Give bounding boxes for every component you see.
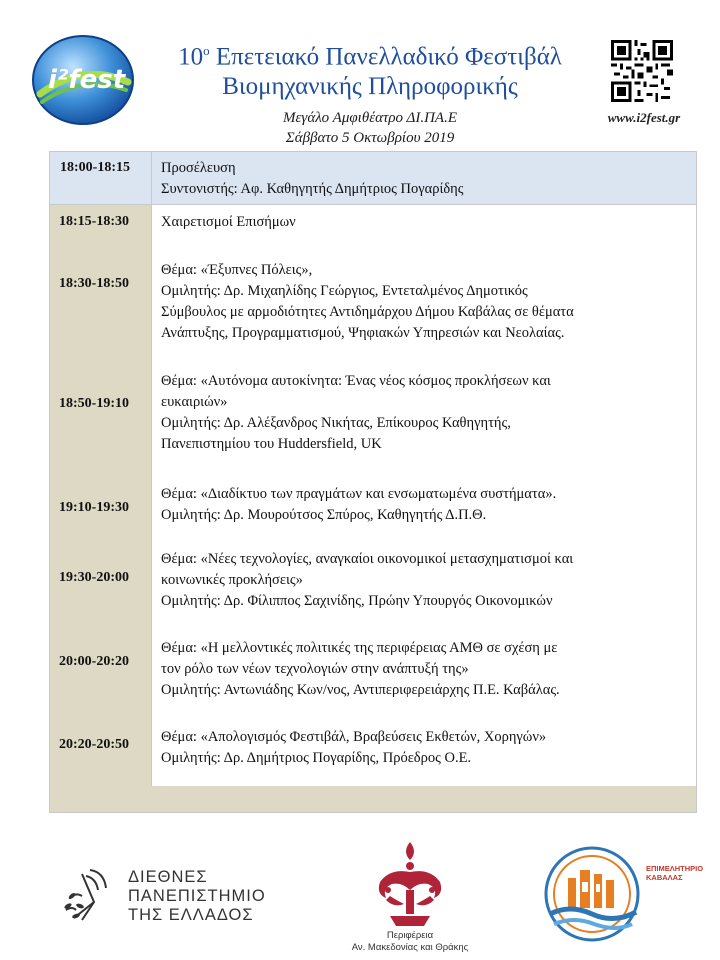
slot-line: Θέμα: «Έξυπνες Πόλεις», [161,262,313,278]
arrival-row [50,152,696,204]
ihu-line: ΔΙΕΘΝΕΣ [128,868,208,886]
ihu-line: ΠΑΝΕΠΙΣΤΗΜΙΟ [128,887,266,905]
slot-line: Χαιρετισμοί Επισήμων [161,214,296,230]
slot-line: Ομιλητής: Δρ. Μιχαηλίδης Γεώργιος, Εντεταλμένος Δημοτικός [161,283,528,299]
table-footer-row [50,786,696,812]
chamber-line: ΚΑΒΑΛΑΣ [646,873,683,882]
title-number: 10 [178,43,204,71]
ihu-name [128,868,266,925]
schedule-table [49,151,697,813]
logo-text: i²fest [48,65,126,95]
slot-time: 18:50-19:10 [59,396,129,411]
arrival-text [161,158,464,200]
slot-line: Ομιλητής: Δρ. Αλέξανδρος Νικήτας, Επίκουρος Καθηγητής, [161,415,511,431]
event-date: Σάββατο 5 Οκτωβρίου 2019 [285,130,455,147]
slot-details [161,484,691,526]
title-text: Επετειακό Πανελλαδικό Φεστιβάλ [209,43,562,71]
qr-code-icon [611,40,673,102]
region-line: Αν. Μακεδονίας και Θράκης [351,942,469,953]
slot-line: Ομιλητής: Δρ. Δημήτριος Πογαρίδης, Πρόεδρος Ο.Ε. [161,750,472,766]
slot-details [161,212,691,233]
column-divider [151,152,152,204]
region-emblem-icon [330,838,490,930]
slot-line: Ομιλητής: Δρ. Μουρούτσος Σπύρος, Καθηγητής Δ.Π.Θ. [161,507,487,523]
slot-line: Ανάπτυξης, Προγραμματισμού, Ψηφιακών Υπηρεσιών και Νεολαίας. [161,325,565,341]
region-logo [330,838,490,960]
slot-time: 18:30-18:50 [59,276,129,291]
page-title [140,36,600,72]
ihu-line: ΤΗΣ ΕΛΛΑΔΟΣ [128,906,254,924]
slot-line: Θέμα: «Απολογισμός Φεστιβάλ, Βραβεύσεις Εκθετών, Χορηγών» [161,729,547,745]
slot-line: ευκαιριών» [161,394,228,410]
slot-line: Θέμα: «Νέες τεχνολογίες, αναγκαίοι οικονομικοί μετασχηματισμοί και [161,551,574,567]
slot-line: Θέμα: «Διαδίκτυο των πραγμάτων και ενσωματωμένα συστήματα». [161,486,557,502]
slot-line: Θέμα: «Η μελλοντικές πολιτικές της περιφέρειας ΑΜΘ σε σχέση με [161,640,558,656]
slot-line: κοινωνικές προκλήσεις» [161,572,303,588]
slot-details [161,549,691,612]
chamber-emblem-icon [540,838,650,948]
slot-details [161,260,691,344]
venue: Μεγάλο Αμφιθέατρο ΔΙ.ΠΑ.Ε [283,110,457,127]
slot-line: Θέμα: «Αυτόνομα αυτοκίνητα: Ένας νέος κόσμος προκλήσεων και [161,373,551,389]
slot-line: Πανεπιστημίου του Huddersfield, UK [161,436,382,452]
chamber-line: ΕΠΙΜΕΛΗΤΗΡΙΟ [646,864,704,873]
region-line: Περιφέρεια [386,930,434,941]
chamber-caption [646,864,706,882]
slot-line: τον ρόλο των νέων τεχνολογιών στην ανάπτυξή της» [161,661,469,677]
arrival-coordinator: Συντονιστής: Αφ. Καθηγητής Δημήτριος Πογαρίδης [161,181,464,197]
ihu-emblem-icon [60,862,124,932]
page-subtitle: Βιομηχανικής Πληροφορικής [222,73,518,101]
slot-details [161,371,691,455]
title-superscript: ο [203,43,210,58]
slot-details [161,727,691,769]
chamber-logo [540,838,704,948]
slot-time: 18:15-18:30 [59,214,129,229]
slot-time: 20:20-20:50 [59,737,129,752]
arrival-time: 18:00-18:15 [60,160,130,175]
slot-line: Σύμβουλος με αρμοδιότητες Αντιδημάρχου Δήμου Καβάλας σε θέματα [161,304,574,320]
time-column-border [151,205,152,786]
arrival-label: Προσέλευση [161,160,236,176]
website-link[interactable]: www.i2fest.gr [607,110,681,125]
title-block [140,36,600,148]
slot-time: 20:00-20:20 [59,654,129,669]
i2fest-logo [28,32,138,128]
slot-time: 19:10-19:30 [59,500,129,515]
slot-details [161,638,691,701]
region-caption [330,930,490,954]
time-column [50,205,151,787]
ihu-logo [60,858,290,938]
slot-line: Ομιλητής: Δρ. Φίλιππος Σαχινίδης, Πρώην Υπουργός Οικονομικών [161,593,553,609]
slot-time: 19:30-20:00 [59,570,129,585]
slot-line: Ομιλητής: Αντωνιάδης Κων/νος, Αντιπεριφερειάρχης Π.Ε. Καβάλας. [161,682,560,698]
